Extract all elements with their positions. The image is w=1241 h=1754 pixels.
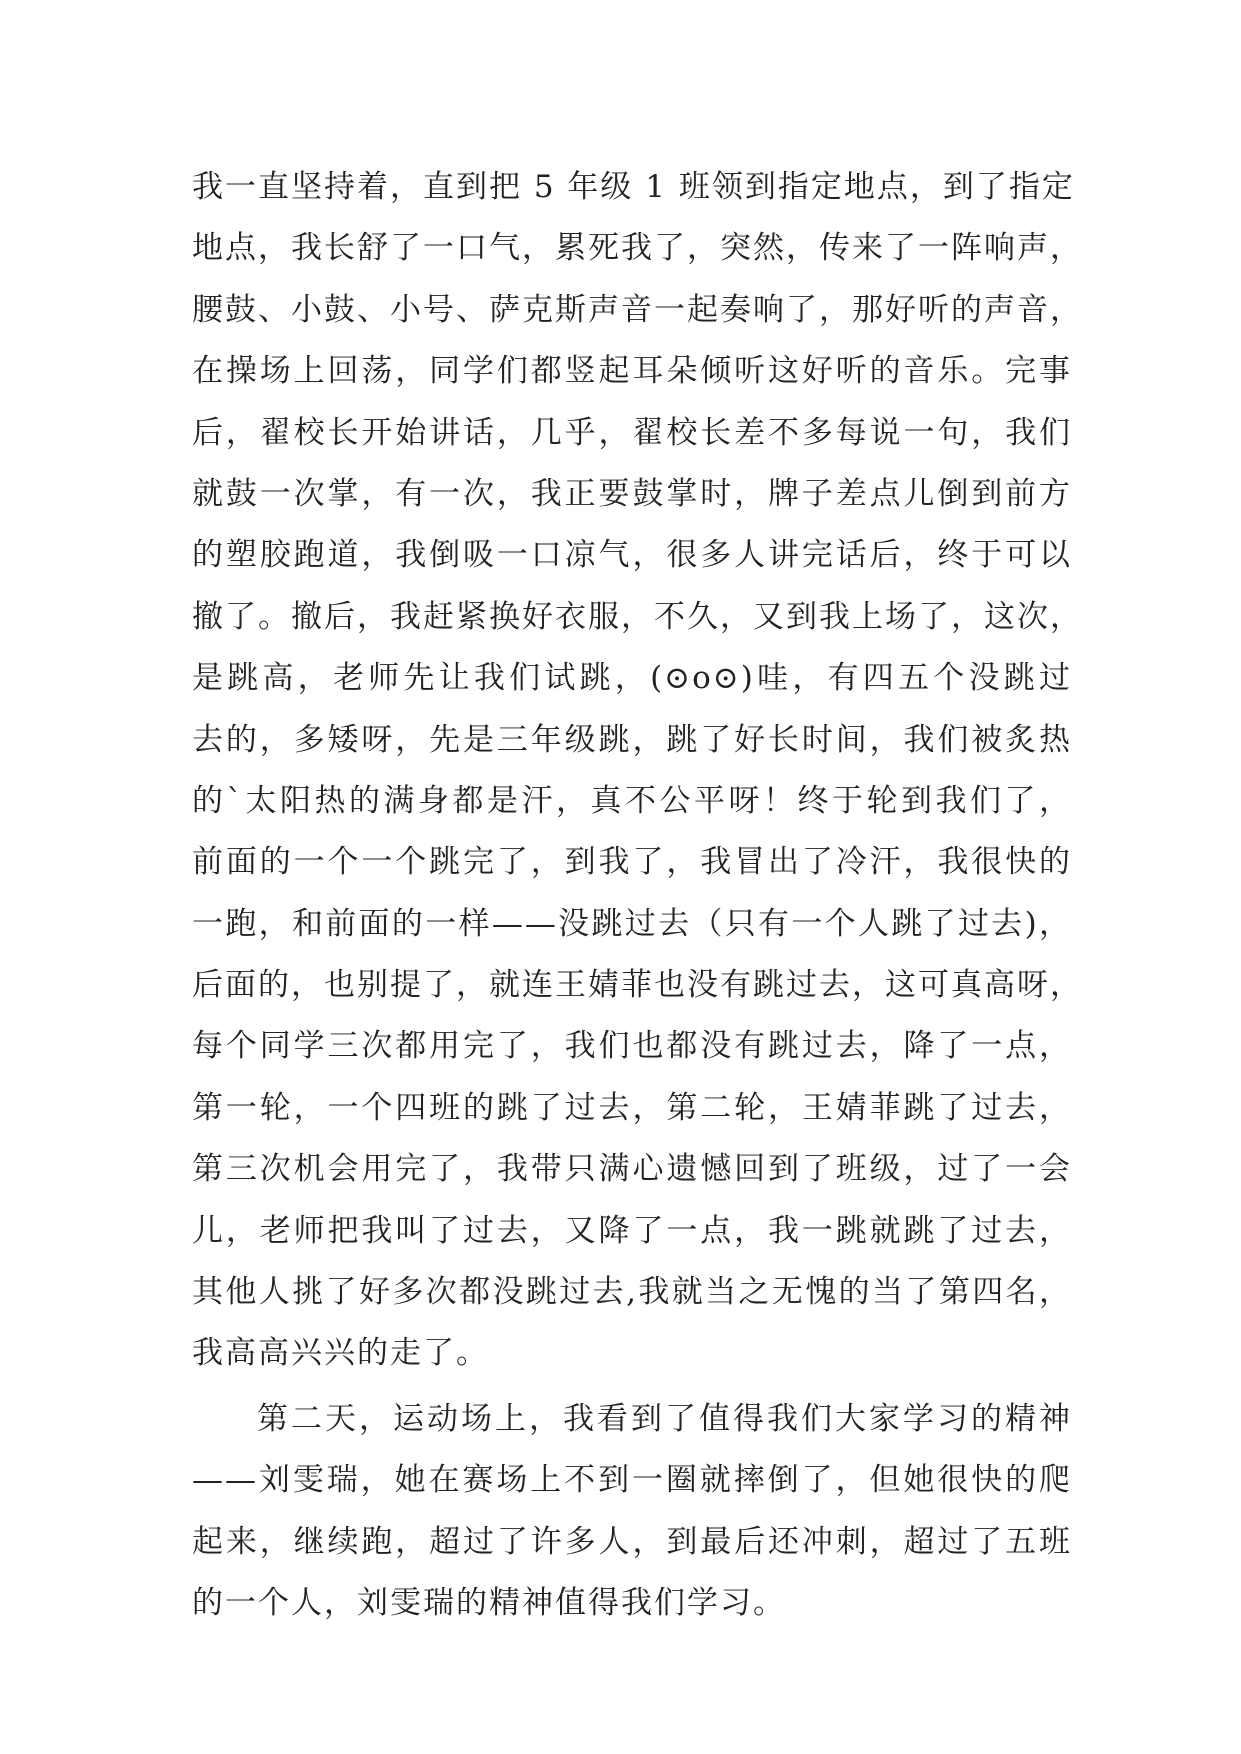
text-line: 的一个人，刘雯瑞的精神值得我们学习。 xyxy=(192,1584,786,1621)
text-line: 前面的一个一个跳完了，到我了，我冒出了冷汗，我很快的 xyxy=(192,844,1072,881)
text-line: 地点，我长舒了一口气，累死我了，突然，传来了一阵响声， xyxy=(192,230,1083,267)
text-line: 其他人挑了好多次都没跳过去,我就当之无愧的当了第四名， xyxy=(192,1274,1072,1311)
text-line: 每个同学三次都用完了，我们也都没有跳过去，降了一点， xyxy=(192,1028,1072,1065)
text-line: 的`太阳热的满身都是汗，真不公平呀！终于轮到我们了， xyxy=(192,782,1072,819)
paragraph-1 xyxy=(192,157,1083,1385)
text-line: 腰鼓、小鼓、小号、萨克斯声音一起奏响了，那好听的声音， xyxy=(192,291,1083,328)
text-line: 起来，继续跑，超过了许多人，到最后还冲刺，超过了五班 xyxy=(192,1523,1072,1560)
text-line: 撤了。撤后，我赶紧换好衣服，不久，又到我上场了，这次， xyxy=(192,598,1083,635)
text-line: 后，翟校长开始讲话，几乎，翟校长差不多每说一句，我们 xyxy=(192,414,1072,451)
text-line: ——刘雯瑞，她在赛场上不到一圈就摔倒了，但她很快的爬 xyxy=(192,1462,1072,1499)
text-line: 就鼓一次掌，有一次，我正要鼓掌时，牌子差点儿倒到前方 xyxy=(192,475,1072,512)
text-line: 的塑胶跑道，我倒吸一口凉气，很多人讲完话后，终于可以 xyxy=(192,537,1072,574)
document-body xyxy=(192,157,1083,1634)
text-line: 后面的，也别提了，就连王婧菲也没有跳过去，这可真高呀， xyxy=(192,967,1083,1004)
text-line: 在操场上回荡，同学们都竖起耳朵倾听这好听的音乐。完事 xyxy=(192,353,1072,390)
text-line: 是跳高，老师先让我们试跳，(⊙o⊙)哇，有四五个没跳过 xyxy=(192,660,1072,697)
text-line: 第二天，运动场上，我看到了值得我们大家学习的精神 xyxy=(257,1400,1072,1437)
text-line: 第三次机会用完了，我带只满心遗憾回到了班级，过了一会 xyxy=(192,1151,1072,1188)
text-line: 我一直坚持着，直到把 5 年级 1 班领到指定地点，到了指定 xyxy=(192,169,1075,205)
text-line: 第一轮，一个四班的跳了过去，第二轮，王婧菲跳了过去， xyxy=(192,1089,1072,1126)
text-line: 一跑，和前面的一样——没跳过去（只有一个人跳了过去)， xyxy=(192,905,1072,942)
text-line: 儿，老师把我叫了过去，又降了一点，我一跳就跳了过去， xyxy=(192,1212,1072,1249)
paragraph-2 xyxy=(192,1389,1072,1635)
text-line: 去的，多矮呀，先是三年级跳，跳了好长时间，我们被炙热 xyxy=(192,721,1072,758)
text-line: 我高高兴兴的走了。 xyxy=(192,1335,489,1372)
